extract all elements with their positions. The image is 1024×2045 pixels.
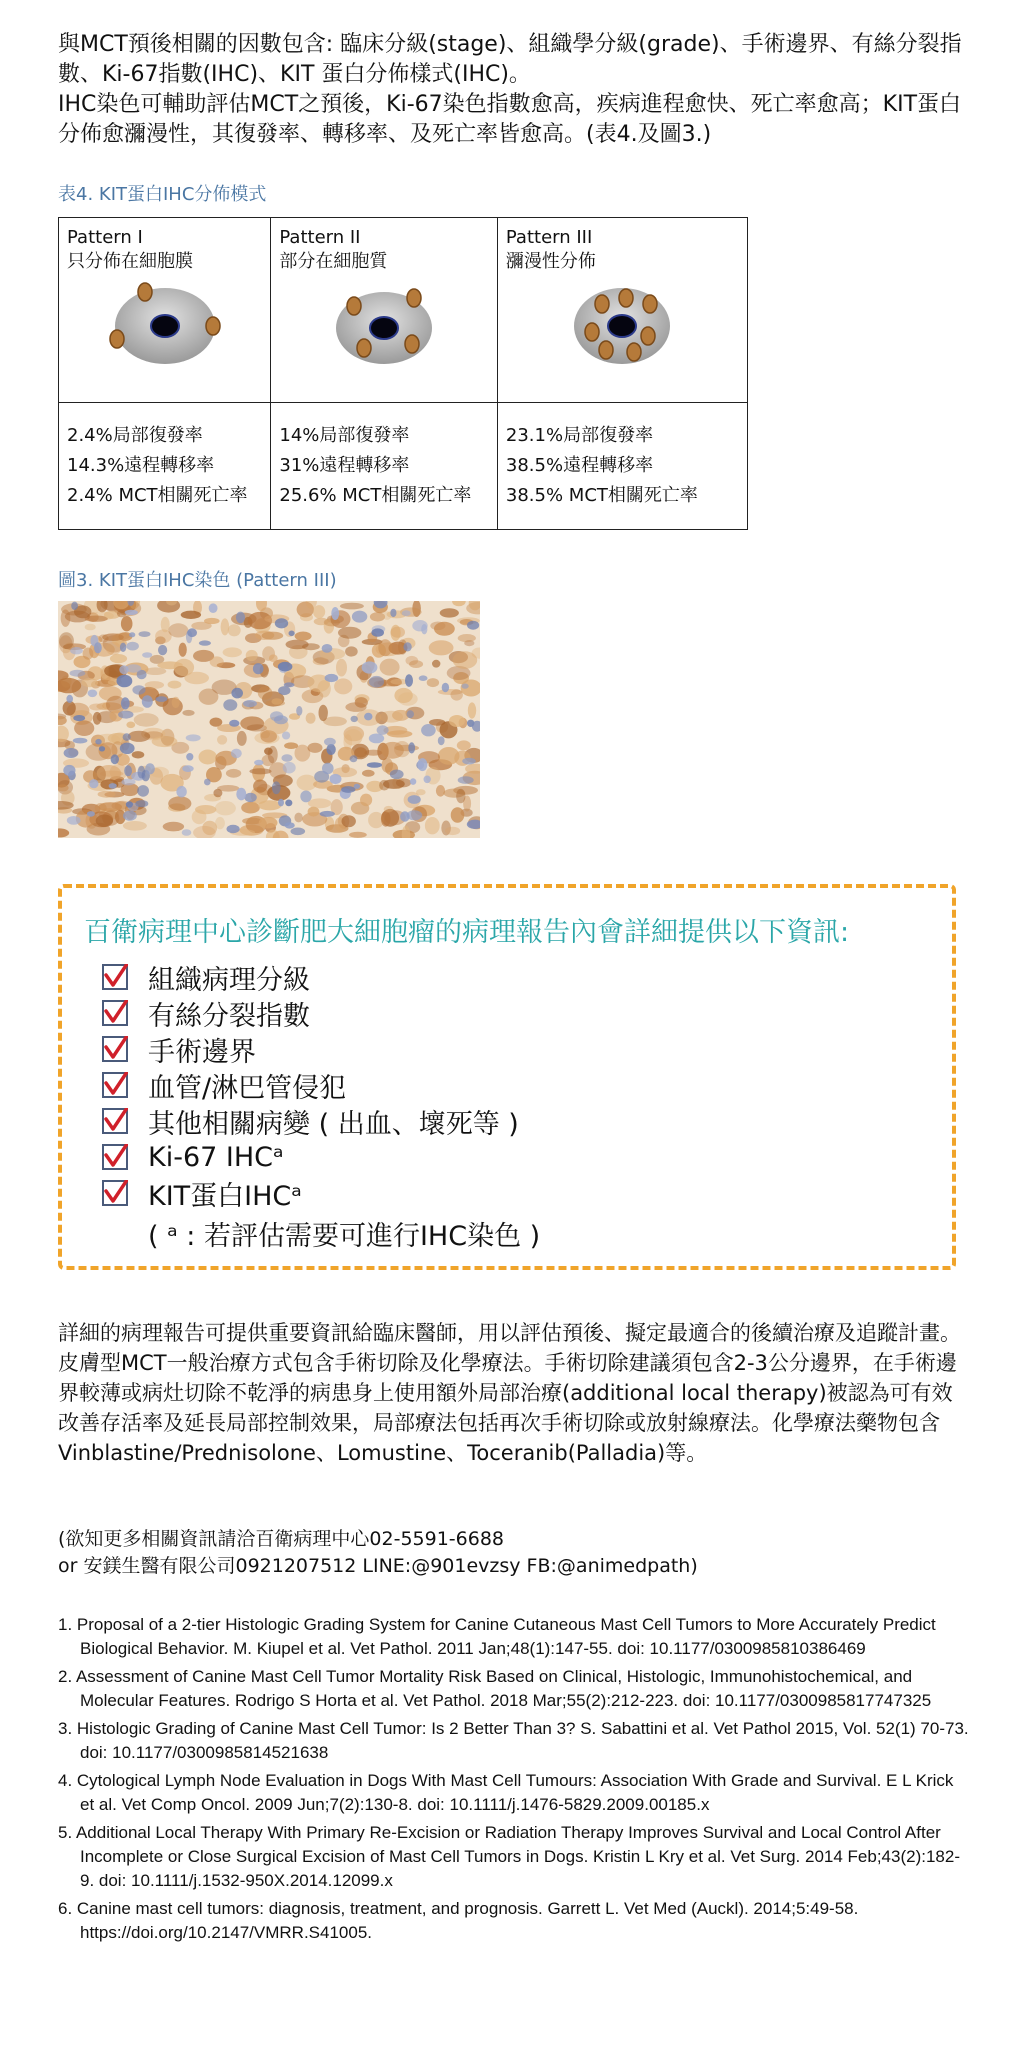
pattern-1-desc: 只分佈在細胞膜 — [67, 251, 193, 272]
pattern-2-name: Pattern II — [279, 227, 361, 248]
checklist-item-label: 血管/淋巴管侵犯 — [148, 1072, 347, 1104]
infobox-footnote: ( ᵃ : 若評估需要可進行IHC染色 ) — [148, 1221, 541, 1252]
pattern-1-metastasis: 14.3%遠程轉移率 — [67, 455, 215, 476]
treatment-paragraph: 詳細的病理報告可提供重要資訊給臨床醫師，用以評估預後、擬定最適合的後續治療及追蹤計畫。皮膚型MCT一般治療方式包含手術切除及化學療法。手術切除建議須包含2-3公分邊界，在手術邊界較薄或病灶切除不乾淨的病患身上使用額外局部治療(additional local therapy)被認為可有效改善存活率及延長局部控制效果，局部療法包括再次手術切除或放射線療法。化學療法藥物包含Vinblastine/Prednisolone、Lomustine、Toceranib(Palladia)等。 — [58, 1321, 961, 1465]
pattern-3-recurrence: 23.1%局部復發率 — [505, 425, 654, 446]
pattern-2-metastasis: 31%遠程轉移率 — [279, 455, 410, 476]
checklist-item — [102, 1031, 519, 1067]
pattern-3-name: Pattern III — [505, 227, 593, 248]
pattern-3-desc: 瀰漫性分佈 — [505, 251, 596, 272]
pattern-1-cell — [59, 218, 271, 403]
reference-item: 3. Histologic Grading of Canine Mast Cell Tumor: Is 2 Better Than 3? S. Sabattini et al. Vet Pathol 2015, Vol. 52(1) 70-73. doi: 10.1177/0300985814521638 — [58, 1719, 969, 1762]
report-checklist — [102, 959, 519, 1211]
checklist-item — [102, 1139, 519, 1175]
intro-text — [58, 30, 968, 150]
reference-item: 6. Canine mast cell tumors: diagnosis, treatment, and prognosis. Garrett L. Vet Med (Auckl). 2014;5:49-58. https://doi.org/10.2147/VMRR.S41005. — [58, 1899, 859, 1942]
checkbox-checked-icon — [102, 964, 128, 990]
reference-item: 1. Proposal of a 2-tier Histologic Grading System for Canine Cutaneous Mast Cell Tumors to More Accurately Predict Biological Behavior. M. Kiupel et al. Vet Pathol. 2011 Jan;48(1):147-55. doi: 10.1177/0300985810386469 — [58, 1615, 936, 1658]
checklist-item-label: 組織病理分級 — [148, 964, 310, 996]
kit-pattern-table — [58, 217, 748, 530]
checklist-item-label: Ki-67 IHCᵃ — [148, 1141, 284, 1173]
pattern-2-cell-illustration — [324, 282, 444, 366]
checklist-item-label: 有絲分裂指數 — [148, 1000, 310, 1032]
contact-line-1: (欲知更多相關資訊請洽百衛病理中心02-5591-6688 — [58, 1528, 505, 1550]
checkbox-checked-icon — [102, 1000, 128, 1026]
figure-caption: 圖3. KIT蛋白IHC染色 (Pattern III) — [58, 570, 337, 591]
checklist-item — [102, 1175, 519, 1211]
pattern-2-recurrence: 14%局部復發率 — [279, 425, 410, 446]
pattern-1-mortality: 2.4% MCT相關死亡率 — [67, 485, 248, 506]
pattern-1-name: Pattern I — [67, 227, 143, 248]
checkbox-checked-icon — [102, 1180, 128, 1206]
checklist-item-label: 手術邊界 — [148, 1036, 256, 1068]
references-list — [58, 1613, 970, 1949]
intro-line-2: IHC染色可輔助評估MCT之預後，Ki-67染色指數愈高，疾病進程愈快、死亡率愈高；KIT蛋白分佈愈瀰漫性，其復發率、轉移率、及死亡率皆愈高。(表4.及圖3.) — [58, 92, 962, 147]
pattern-stats-row — [59, 403, 748, 530]
ihc-stain-micrograph — [58, 601, 480, 838]
checkbox-checked-icon — [102, 1108, 128, 1134]
checklist-item — [102, 995, 519, 1031]
checkbox-checked-icon — [102, 1072, 128, 1098]
report-info-box — [58, 884, 956, 1270]
infobox-title: 百衛病理中心診斷肥大細胞瘤的病理報告內會詳細提供以下資訊: — [84, 917, 850, 948]
reference-item: 4. Cytological Lymph Node Evaluation in Dogs With Mast Cell Tumours: Association With Grade and Survival. E L Krick et al. Vet Comp Oncol. 2009 Jun;7(2):130-8. doi: 10.1111/j.1476-5829.2009.00185.x — [58, 1771, 954, 1814]
pattern-1-cell-illustration — [105, 282, 225, 366]
pattern-3-mortality: 38.5% MCT相關死亡率 — [505, 485, 698, 506]
pattern-header-row — [59, 218, 748, 403]
pattern-2-mortality: 25.6% MCT相關死亡率 — [279, 485, 472, 506]
pattern-1-stats — [59, 403, 271, 530]
pattern-2-cell — [271, 218, 498, 403]
checklist-item-label: 其他相關病變 ( 出血、壞死等 ) — [148, 1108, 519, 1140]
pattern-2-desc: 部分在細胞質 — [279, 251, 388, 272]
pattern-2-stats — [271, 403, 498, 530]
table-caption: 表4. KIT蛋白IHC分佈模式 — [58, 184, 267, 205]
reference-item: 5. Additional Local Therapy With Primary Re-Excision or Radiation Therapy Improves Survival and Local Control After Incomplete or Close Surgical Excision of Mast Cell Tumors in Dogs. Kristin L Kry et al. Vet Surg. 2014 Feb;43(2):182-9. doi: 10.1111/j.1532-950X.2014.12099.x — [58, 1823, 960, 1890]
pattern-3-cell — [497, 218, 747, 403]
reference-item: 2. Assessment of Canine Mast Cell Tumor Mortality Risk Based on Clinical, Histologic, Immunohistochemical, and Molecular Features. Rodrigo S Horta et al. Vet Pathol. 2018 Mar;55(2):212-223. doi: 10.1177/0300985817747325 — [58, 1667, 932, 1710]
pattern-3-stats — [497, 403, 747, 530]
checklist-item — [102, 959, 519, 995]
pattern-3-cell-illustration — [562, 282, 682, 366]
intro-line-1: 與MCT預後相關的因數包含: 臨床分級(stage)、組織學分級(grade)、手術邊界、有絲分裂指數、Ki-67指數(IHC)、KIT 蛋白分佈樣式(IHC)。 — [58, 32, 962, 87]
contact-info — [58, 1526, 698, 1580]
checklist-item — [102, 1103, 519, 1139]
pattern-3-metastasis: 38.5%遠程轉移率 — [505, 455, 654, 476]
checkbox-checked-icon — [102, 1144, 128, 1170]
contact-line-2: or 安鎂生醫有限公司0921207512 LINE:@901evzsy FB:@animedpath) — [58, 1555, 698, 1577]
checkbox-checked-icon — [102, 1036, 128, 1062]
pattern-1-recurrence: 2.4%局部復發率 — [67, 425, 203, 446]
checklist-item-label: KIT蛋白IHCᵃ — [148, 1180, 302, 1212]
checklist-item — [102, 1067, 519, 1103]
